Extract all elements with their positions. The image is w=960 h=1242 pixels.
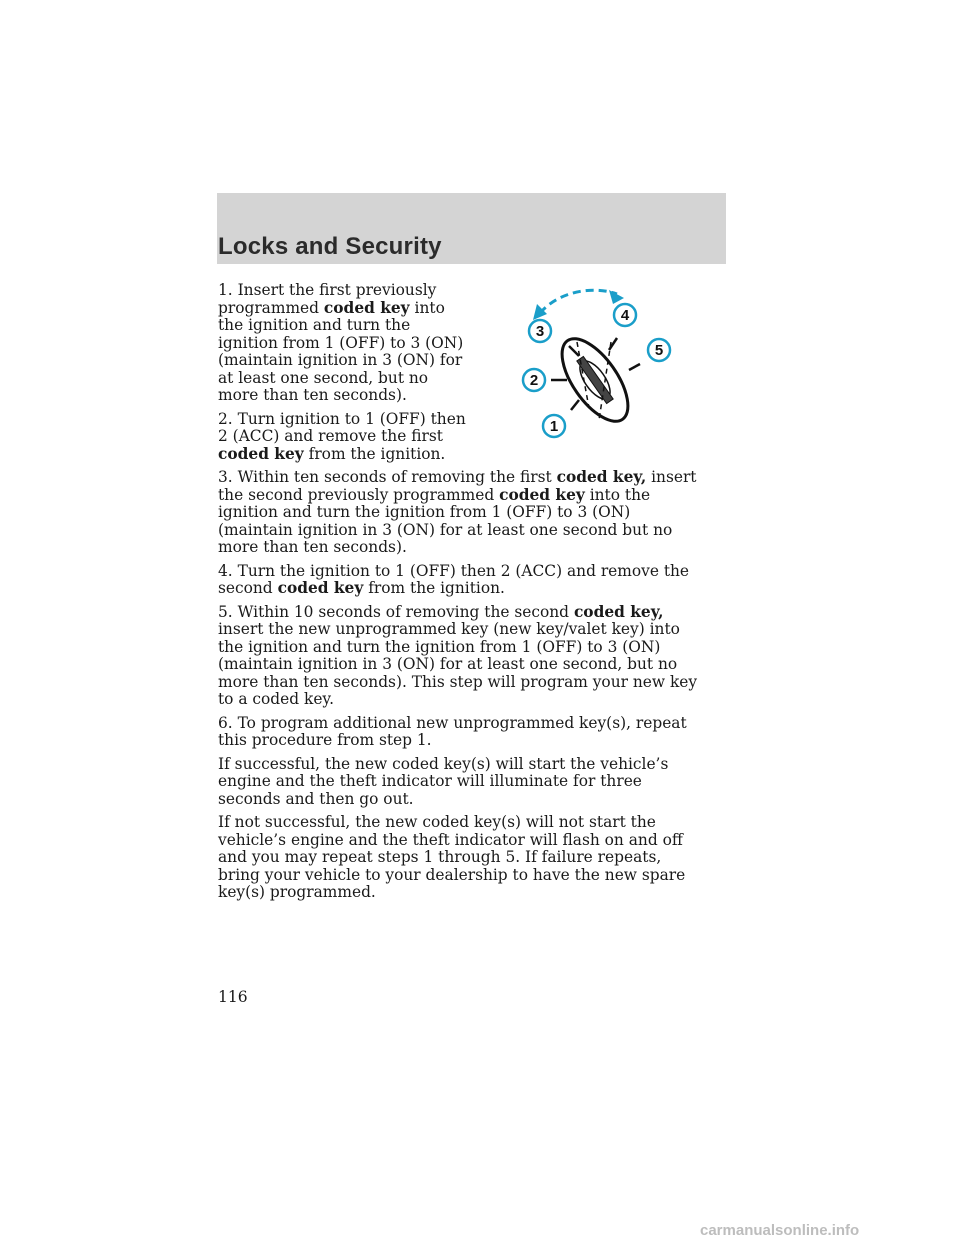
step-6: 6. To program additional new unprogrammed key(s), repeat this procedure from step 1. (218, 713, 687, 749)
failure-paragraph: If not successful, the new coded key(s) will not start the vehicle’s engine and the theft indicator will flash on and off and you may repeat steps 1 through 5. If failure repeats, bring your vehicle to your dealership to have the new spare key(s) programmed. (218, 813, 686, 901)
arrow-head-right (609, 290, 624, 304)
label-2: 2 (529, 372, 539, 389)
label-1: 1 (549, 418, 559, 435)
label-4: 4 (620, 307, 630, 324)
ignition-positions-diagram (505, 280, 695, 445)
arrow-head-left (533, 304, 547, 320)
success-paragraph: If successful, the new coded key(s) will start the vehicle’s engine and the theft indicator will illuminate for three seconds and then go out. (218, 754, 669, 808)
label-5: 5 (654, 342, 664, 359)
section-title: Locks and Security (218, 233, 442, 260)
watermark: carmanualsonline.info (700, 1222, 860, 1239)
step-1: 1. Insert the first previously programmed coded key into the ignition and turn the ignition from 1 (OFF) to 3 (ON) (maintain ignition in 3 (ON) for at least one second, but no more than ten seconds). (218, 281, 464, 404)
page-number: 116 (218, 988, 248, 1006)
tick-1 (571, 400, 579, 410)
step-5: 5. Within 10 seconds of removing the second coded key, insert the new unprogrammed key (new key/valet key) into the ignition and turn the ignition from 1 (OFF) to 3 (ON) (maintain ignition in 3 (ON) for at least one second, but no more than ten seconds). This step will program your new key to a coded key. (218, 602, 698, 708)
rotation-arrow (540, 290, 617, 313)
step-2: 2. Turn ignition to 1 (OFF) then 2 (ACC) and remove the first coded key from the ignition. (218, 409, 466, 463)
tick-5 (629, 364, 640, 370)
label-3: 3 (535, 323, 545, 340)
step-4: 4. Turn the ignition to 1 (OFF) then 2 (ACC) and remove the second coded key from the ignition. (218, 561, 690, 597)
step-3: 3. Within ten seconds of removing the first coded key, insert the second previously programmed coded key into the ignition and turn the ignition from 1 (OFF) to 3 (ON) (maintain ignition in 3 (ON) for at least one second but no more than ten seconds). (218, 468, 697, 556)
